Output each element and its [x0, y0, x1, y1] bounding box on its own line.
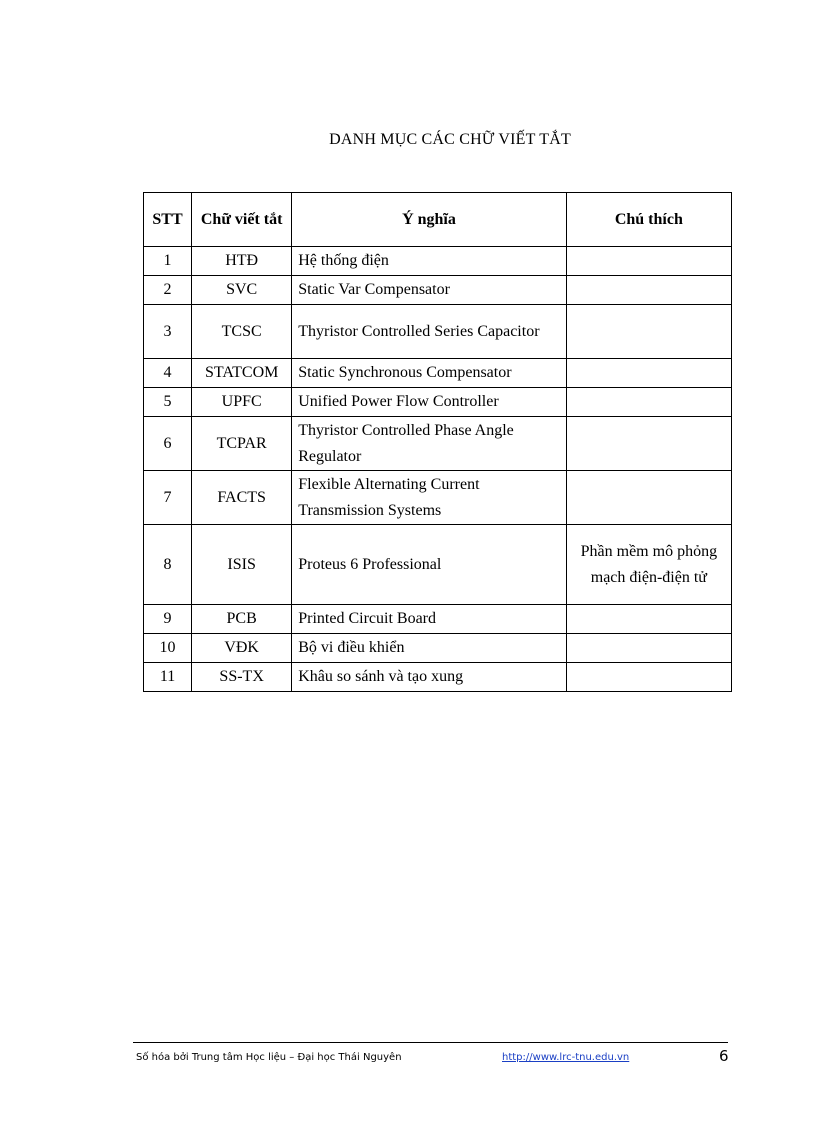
table-row: [144, 276, 732, 305]
table-row: [144, 663, 732, 692]
cell-abbreviation: SS-TX: [192, 663, 292, 692]
cell-meaning: Proteus 6 Professional: [292, 525, 566, 605]
cell-abbreviation: UPFC: [192, 388, 292, 417]
cell-meaning: Unified Power Flow Controller: [292, 388, 566, 417]
cell-note: [566, 359, 731, 388]
table-row: [144, 525, 732, 605]
cell-note: [566, 663, 731, 692]
footer-website-link[interactable]: http://www.lrc-tnu.edu.vn: [502, 1052, 630, 1063]
table-row: [144, 471, 732, 525]
cell-stt: 9: [144, 605, 192, 634]
cell-meaning: Thyristor Controlled Phase Angle Regulator: [292, 417, 566, 471]
page-number: 6: [719, 1047, 729, 1065]
abbreviation-table: [143, 192, 732, 692]
cell-meaning: Thyristor Controlled Series Capacitor: [292, 305, 566, 359]
cell-note: [566, 471, 731, 525]
header-stt: STT: [144, 193, 192, 247]
cell-note: [566, 388, 731, 417]
cell-stt: 2: [144, 276, 192, 305]
cell-note: [566, 276, 731, 305]
cell-stt: 5: [144, 388, 192, 417]
cell-note: [566, 417, 731, 471]
cell-note: [566, 634, 731, 663]
cell-note: [566, 605, 731, 634]
cell-stt: 10: [144, 634, 192, 663]
cell-note: [566, 305, 731, 359]
cell-stt: 1: [144, 247, 192, 276]
table-row: [144, 634, 732, 663]
cell-meaning: Bộ vi điều khiển: [292, 634, 566, 663]
cell-abbreviation: STATCOM: [192, 359, 292, 388]
cell-abbreviation: FACTS: [192, 471, 292, 525]
cell-note: Phần mềm mô phỏng mạch điện-điện tử: [566, 525, 731, 605]
cell-meaning: Static Synchronous Compensator: [292, 359, 566, 388]
table-row: [144, 359, 732, 388]
cell-stt: 8: [144, 525, 192, 605]
cell-stt: 6: [144, 417, 192, 471]
cell-abbreviation: TCPAR: [192, 417, 292, 471]
cell-meaning: Printed Circuit Board: [292, 605, 566, 634]
cell-meaning: Hệ thống điện: [292, 247, 566, 276]
cell-stt: 3: [144, 305, 192, 359]
cell-stt: 7: [144, 471, 192, 525]
cell-meaning: Flexible Alternating Current Transmission Systems: [292, 471, 566, 525]
cell-abbreviation: HTĐ: [192, 247, 292, 276]
cell-meaning: Static Var Compensator: [292, 276, 566, 305]
page-title: DANH MỤC CÁC CHỮ VIẾT TẮT: [329, 131, 571, 148]
table-row: [144, 305, 732, 359]
cell-abbreviation: VĐK: [192, 634, 292, 663]
table-row: [144, 388, 732, 417]
cell-note: [566, 247, 731, 276]
footer-credit: Số hóa bởi Trung tâm Học liệu – Đại học Thái Nguyên: [136, 1052, 402, 1063]
cell-abbreviation: TCSC: [192, 305, 292, 359]
cell-abbreviation: PCB: [192, 605, 292, 634]
table-row: [144, 417, 732, 471]
cell-abbreviation: SVC: [192, 276, 292, 305]
cell-meaning: Khâu so sánh và tạo xung: [292, 663, 566, 692]
footer-divider: [133, 1042, 728, 1043]
header-note: Chú thích: [566, 193, 731, 247]
table-row: [144, 247, 732, 276]
cell-stt: 4: [144, 359, 192, 388]
header-meaning: Ý nghĩa: [292, 193, 566, 247]
cell-stt: 11: [144, 663, 192, 692]
cell-abbreviation: ISIS: [192, 525, 292, 605]
table-row: [144, 605, 732, 634]
table-header-row: [144, 193, 732, 247]
header-abbreviation: Chữ viết tắt: [192, 193, 292, 247]
